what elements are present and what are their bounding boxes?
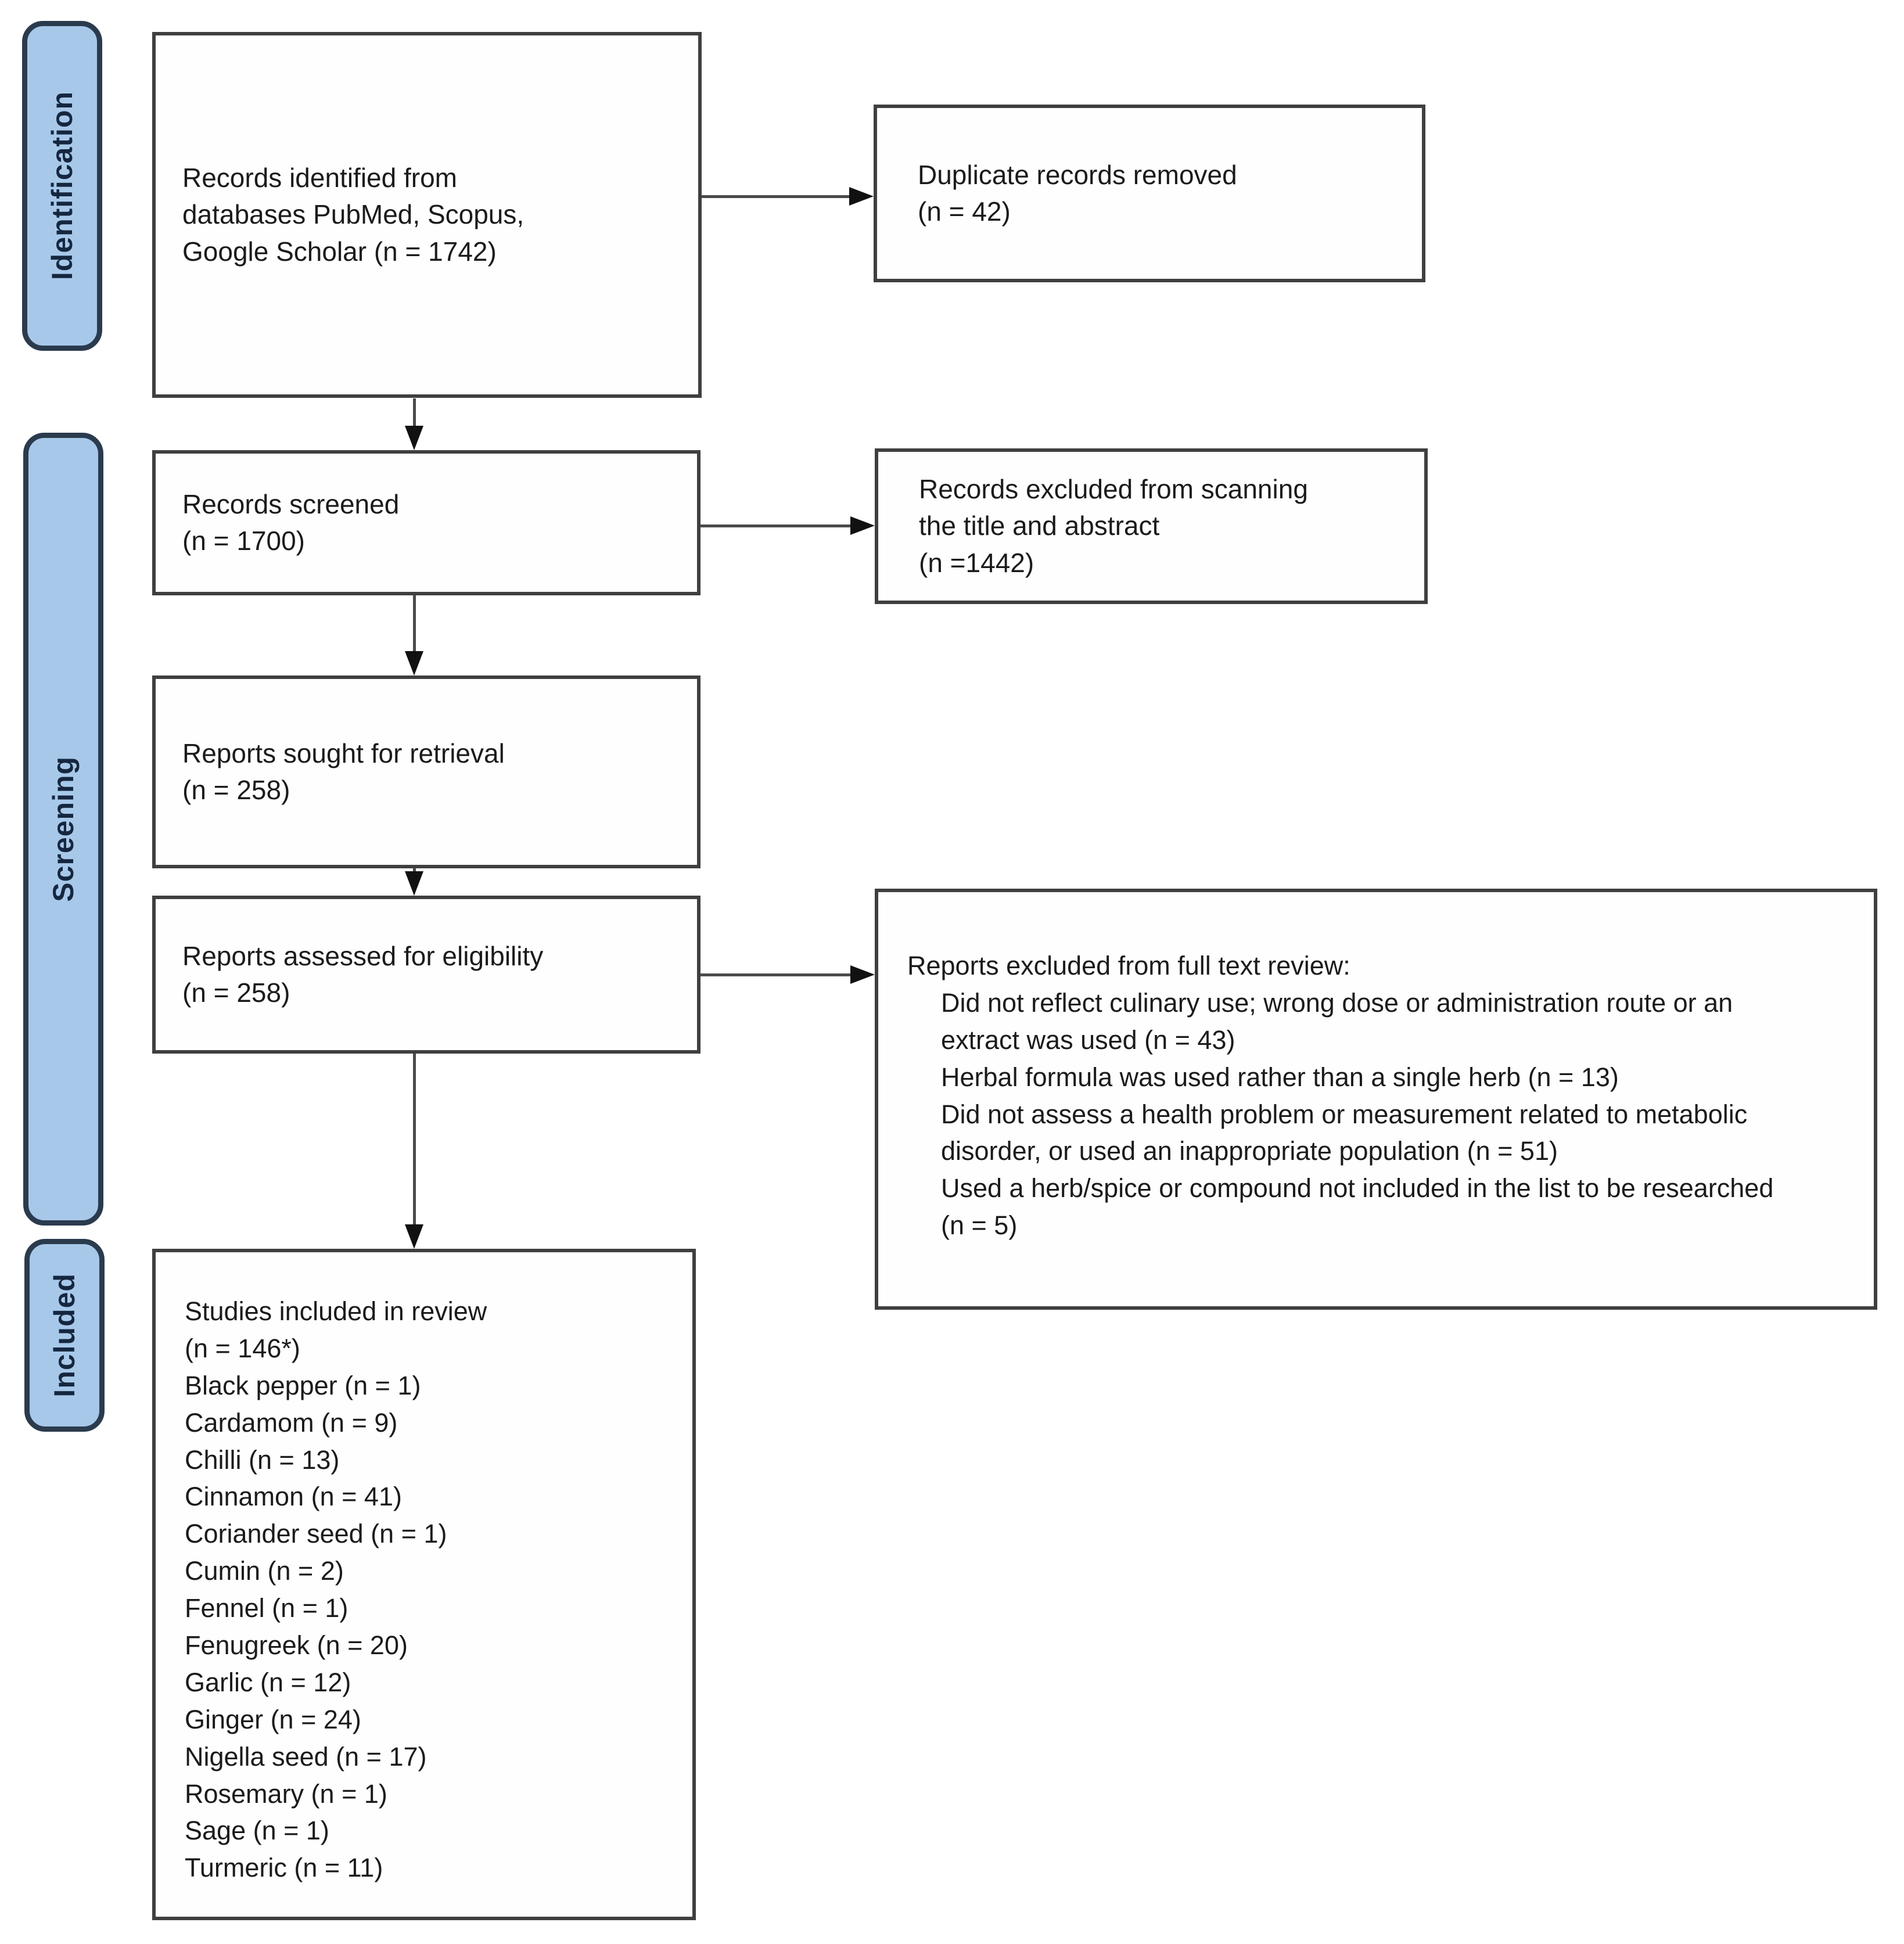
box-text-line: (n = 258) [182,978,290,1008]
arrow-line [700,973,852,976]
arrow-line [702,195,850,198]
exclusion-reason: Herbal formula was used rather than a single herb (n = 13) [941,1062,1619,1092]
included-count: (n = 146*) [185,1333,300,1363]
box-text-line: Reports assessed for eligibility [182,940,544,971]
arrow-head [405,651,423,675]
box-text-line: (n =1442) [919,547,1034,578]
box-text-line: the title and abstract [919,511,1160,541]
box-text-line: Records screened [182,488,400,519]
box-records-screened [152,450,700,595]
included-item: Turmeric (n = 11) [185,1853,383,1883]
box-text-line: Duplicate records removed [918,159,1237,190]
included-item: Black pepper (n = 1) [185,1370,421,1400]
stage-screening-label: Screening [47,756,80,902]
box-reports-excluded-fulltext [875,889,1877,1310]
box-text-line: databases PubMed, Scopus, [182,199,525,230]
arrow-head [405,426,423,450]
box-records-identified [152,32,702,398]
arrow-head [849,187,874,206]
box-text-line: (n = 1700) [182,526,305,556]
exclusion-reason: Used a herb/spice or compound not included in the list to be researched (n = 5) [941,1173,1774,1241]
included-item: Chilli (n = 13) [185,1444,340,1475]
box-records-excluded-screening [875,448,1428,604]
stage-identification [22,21,102,351]
included-item: Fennel (n = 1) [185,1593,349,1623]
included-item: Cinnamon (n = 41) [185,1482,402,1512]
box-studies-included [152,1249,696,1920]
stage-included-label: Included [48,1273,81,1397]
included-item: Fenugreek (n = 20) [185,1630,408,1661]
included-item: Garlic (n = 12) [185,1667,351,1697]
included-heading: Studies included in review [185,1296,487,1326]
box-text-line: Google Scholar (n = 1742) [182,236,497,267]
arrow-head [405,871,423,896]
box-duplicate-records-removed [874,105,1425,282]
exclusion-reason: Did not assess a health problem or measurement related to metabolic disorder, or used an inappropriate population (n = 51) [941,1099,1748,1166]
arrow-head [850,516,875,535]
exclusion-reason: Did not reflect culinary use; wrong dose or administration route or an extract was used (n = 43) [941,987,1733,1055]
arrow-head [850,965,875,984]
included-item: Sage (n = 1) [185,1816,329,1846]
included-item: Nigella seed (n = 17) [185,1741,427,1771]
arrow-head [405,1224,423,1249]
included-item: Rosemary (n = 1) [185,1778,387,1809]
included-item: Cumin (n = 2) [185,1556,344,1586]
included-item: Coriander seed (n = 1) [185,1519,447,1549]
exclusion-heading: Reports excluded from full text review: [907,951,1350,980]
arrow-line [413,1054,416,1224]
box-text-line: Reports sought for retrieval [182,738,505,768]
box-text-line: (n = 258) [182,775,290,805]
included-item: Cardamom (n = 9) [185,1407,398,1438]
box-text-line: (n = 42) [918,196,1011,227]
box-reports-assessed [152,896,700,1054]
arrow-line [413,398,416,426]
box-text-line: Records excluded from scanning [919,473,1308,504]
included-item: Ginger (n = 24) [185,1704,361,1734]
box-text-line: Records identified from [182,162,457,193]
arrow-line [413,595,416,651]
stage-identification-label: Identification [46,91,78,281]
stage-included [24,1239,105,1432]
stage-screening [23,433,103,1226]
arrow-line [700,524,852,527]
box-reports-sought [152,675,700,868]
